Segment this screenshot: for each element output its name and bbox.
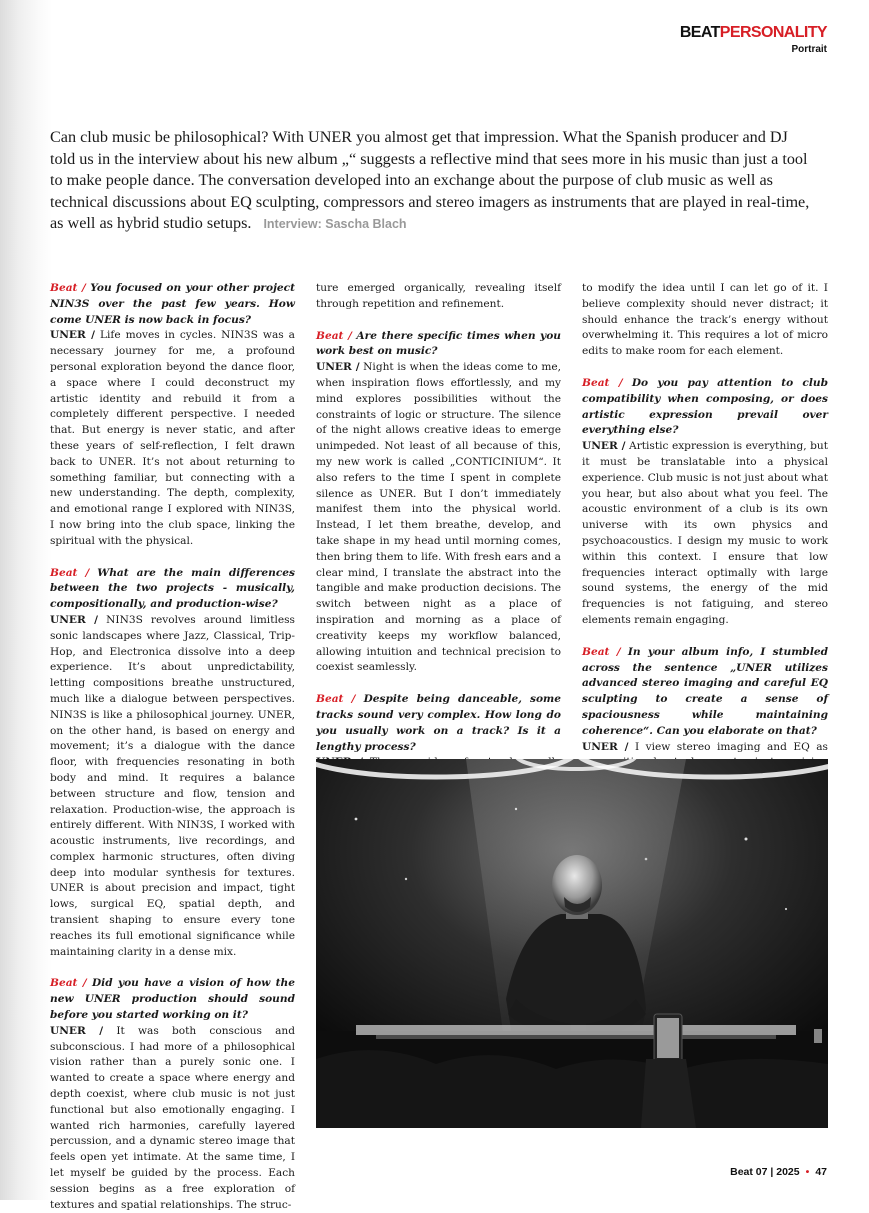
magazine-brand (680, 24, 827, 55)
page-number: 47 (815, 1166, 827, 1178)
brand-beat: BEAT (679, 24, 720, 41)
answer-text: NIN3S revolves around limitless sonic landscapes where Jazz, Classical, Trip-Hop, and Electronica dissolve into a deep experience. It’s about unpredictability, letting compositions breathe unstructured, much like a dialogue between perspectives. NIN3S is like a philosophical journey. UNER, on the other hand, is based on energy and movement; it’s a dialogue with the dance floor, with frequencies resonating in both body and mind. It requires a balance between structure and flow, tension and relaxation. Production-wise, the approach is entirely different. With NIN3S, I worked with acoustic instruments, live recordings, and complex harmonic structures, often diving deep into modular synthesis for textures. UNER is about precision and impact, tight lows, surgical EQ, spatial depth, and transient shaping to ensure every tone reaches its full emotional significance while maintaining clarity in a dense mix. (50, 613, 295, 958)
question (316, 329, 561, 361)
answer-label: UNER / (50, 329, 95, 342)
question (316, 692, 561, 755)
answer-label: UNER / (50, 1024, 104, 1037)
answer-text: Life moves in cycles. NIN3S was a necessary journey for me, a profound personal exploration beyond the dance floor, a space where I could deconstruct my artistic identity and rebuild it from a completely different perspective. I needed that. But energy is never static, and after these years of self-reflection, I felt drawn back to UNER. It’s not about returning to something familiar, but connecting with a new understanding. The depth, complexity, and emotional range I explored with NIN3S, I now bring into the club space, linking the spiritual with the physical. (50, 329, 296, 547)
question (50, 976, 295, 1023)
answer-label: UNER / (316, 361, 360, 374)
question-label: Beat / (316, 329, 352, 342)
answer (582, 439, 828, 629)
answer (316, 360, 561, 676)
question-text: In your album info, I stumbled across the sentence „UNER utilizes advanced stereo imaging and careful EQ sculpting to create a sense of spaciousness while maintaining coherence“. Can you elaborate on that? (582, 645, 828, 737)
issue-label: Beat 07 | 2025 (730, 1166, 800, 1178)
text-column-3 (582, 281, 828, 834)
question-text: Are there specific times when you work best on music? (316, 329, 561, 358)
brand-personality: PERSONALITY (719, 24, 827, 41)
answer (50, 328, 295, 549)
answer-label: UNER / (50, 613, 99, 626)
question (50, 281, 295, 328)
page-footer (730, 1166, 827, 1178)
question (582, 645, 828, 740)
dj-photo (316, 759, 828, 1128)
question-text: Did you have a vision of how the new UNER production should sound before you started working on it? (50, 977, 295, 1022)
question-text: What are the main differences between the two projects - musically, compositionally, and production-wise? (50, 566, 295, 611)
section-label: Portrait (791, 44, 827, 55)
question (50, 566, 295, 613)
answer (50, 1024, 295, 1213)
question-label: Beat / (50, 566, 90, 579)
intro-paragraph (50, 127, 815, 236)
interview-credit: Interview: Sascha Blach (263, 217, 407, 231)
page-gutter-shadow (0, 0, 52, 1200)
question-label: Beat / (582, 376, 623, 389)
answer-label: UNER / (582, 740, 629, 753)
answer-text: I view stereo imaging and EQ as (634, 740, 828, 753)
answer-label: UNER / (582, 440, 626, 453)
answer-text: ture emerged organically, revealing itself through repetition and refinement. (316, 282, 561, 310)
question-label: Beat / (50, 977, 87, 990)
question (582, 376, 828, 439)
question-text: Despite being danceable, some tracks sound very complex. How long do you usually work on a track? Is it a lengthy process? (316, 693, 561, 753)
question-label: Beat / (316, 693, 356, 706)
brand-logo (680, 24, 827, 42)
text-column-2 (316, 281, 561, 819)
text-column-1 (50, 281, 295, 1213)
answer (50, 613, 295, 961)
question-text: You focused on your other project NIN3S over the past few years. How come UNER is now back in focus? (50, 282, 295, 326)
question-label: Beat / (582, 645, 621, 658)
intro-text: Can club music be philosophical? With UNER you almost get that impression. What the Spanish producer and DJ told us in the interview about his new album „“ suggests a reflective mind that sees more in his music than just a tool to make people dance. The conversation developed into an exchange about the purpose of club music as well as technical discussions about EQ sculpting, compressors and stereo imagers as instruments that are played in real-time, as well as hybrid studio setups. (50, 128, 810, 232)
answer-text: It was both conscious and subconscious. I had more of a philosophical vision rather than a purely sonic one. I wanted to create a space where energy and depth coexist, where club music is not just functional but also emotionally engaging. I wanted rich harmonies, carefully layered percussion, and a dynamic stereo image that feels open yet intimate. At the same time, I let myself be guided by the process. Each session begins as a free exploration of textures and spatial relationships. The struc- (50, 1024, 296, 1211)
answer-text: Artistic expression is everything, but it must be translatable into a physical experience. Club music is not just about what you hear, but also about what you feel. The acoustic environment of a club is its own universe with its own physics and psychoacoustics. I design my music to work within this context. I ensure that low frequencies interact optimally with large sound systems, the energy of the mid frequencies is not fatiguing, and stereo elements remain engaging. (582, 440, 829, 626)
separator-dot-icon: • (805, 1166, 810, 1178)
question-text: Do you pay attention to club compatibility when composing, or does artistic expression prevail over everything else? (582, 376, 828, 437)
answer-continued (582, 281, 828, 360)
answer-text: to modify the idea until I can let go of it. I believe complexity should never distract; it should enhance the track’s energy without overwhelming it. This requires a lot of micro edits to make room for each element. (582, 282, 828, 358)
answer-text: Night is when the ideas come to me, when inspiration flows effortlessly, and my mind explores possibilities without the constraints of logic or structure. The silence of the night allows creative ideas to emerge unimpeded. Not least of all because of this, my new work is called „CONTICINIUM“. It also refers to the time I spent in complete silence as UNER. But I don’t immediately manifest them into the physical world. Instead, I let them breathe, develop, and take shape in my head until morning comes, then bring them to life. With fresh ears and a clear mind, I translate the abstract into the tangible and make production decisions. The switch between night as a place of inspiration and morning as a place of creativity keeps my workflow balanced, allowing intuition and technical precision to coexist seamlessly. (316, 361, 561, 674)
question-label: Beat / (50, 282, 86, 294)
answer-continued (316, 281, 561, 313)
